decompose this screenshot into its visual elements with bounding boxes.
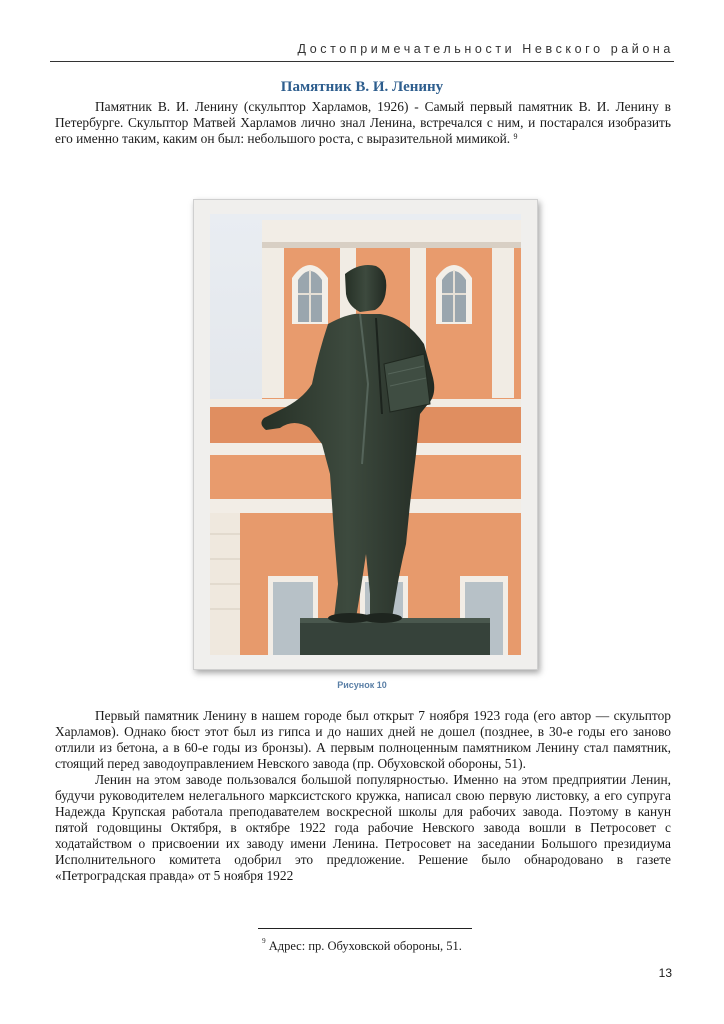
figure-caption: Рисунок 10 [337,680,387,690]
footnote-number: 9 [262,937,266,945]
footnote-text: Адрес: пр. Обуховской обороны, 51. [268,939,462,953]
figure-frame [193,199,538,670]
paragraph-3: Ленин на этом заводе пользовался большой популярностью. Именно на этом предприятии Ленин, будучи руководителем нелегального марксистского кружка, написал свою первую листовку, а его супруга Надежда Крупская работала преподавателем воскресной школы для рабочих завода. Поэтому в канун пятой годовщины Октября, в октябре 1922 года рабочие Невского завода вошли в Петросовет с ходатайством о присвоении их заводу имени Ленина. Петросовет на заседании Большого президиума Исполнительного комитета одобрил это предложение. Решение было обнародовано в газете «Петроградская правда» от 5 ноября 1922 [55,772,671,883]
lenin-monument-image [210,214,521,655]
intro-text: Памятник В. И. Ленину (скульптор Харламов, 1926) - Самый первый памятник В. И. Ленину в Петербурге. Скульптор Матвей Харламов лично знал Ленина, встречался с ним, и постарался изобразить его именно таким, каким он был: небольшого роста, с выразительной мимикой. [55,99,671,146]
intro-block [55,99,671,147]
running-header: Достопримечательности Невского района [297,42,674,56]
article-title: Памятник В. И. Ленину [280,79,444,95]
header-rule [50,61,674,62]
paragraph-2: Первый памятник Ленину в нашем городе был открыт 7 ноября 1923 года (его автор — скульптор Харламов). Однако бюст этот был из гипса и до наших дней не дошел (позднее, в 30-е годы его заново отлили из бетона, а в 60-е годы из бронзы). А первым полноценным памятником Ленину стал памятник, стоящий перед заводоуправлением Невского завода (пр. Обуховской обороны, 51). [55,708,671,771]
footnote-rule [258,928,472,929]
footnote-ref[interactable]: 9 [513,132,518,141]
footnote [50,939,674,954]
body-text [55,708,671,884]
page-number: 13 [658,966,672,980]
monument-photo [210,214,521,655]
intro-paragraph [55,99,671,147]
